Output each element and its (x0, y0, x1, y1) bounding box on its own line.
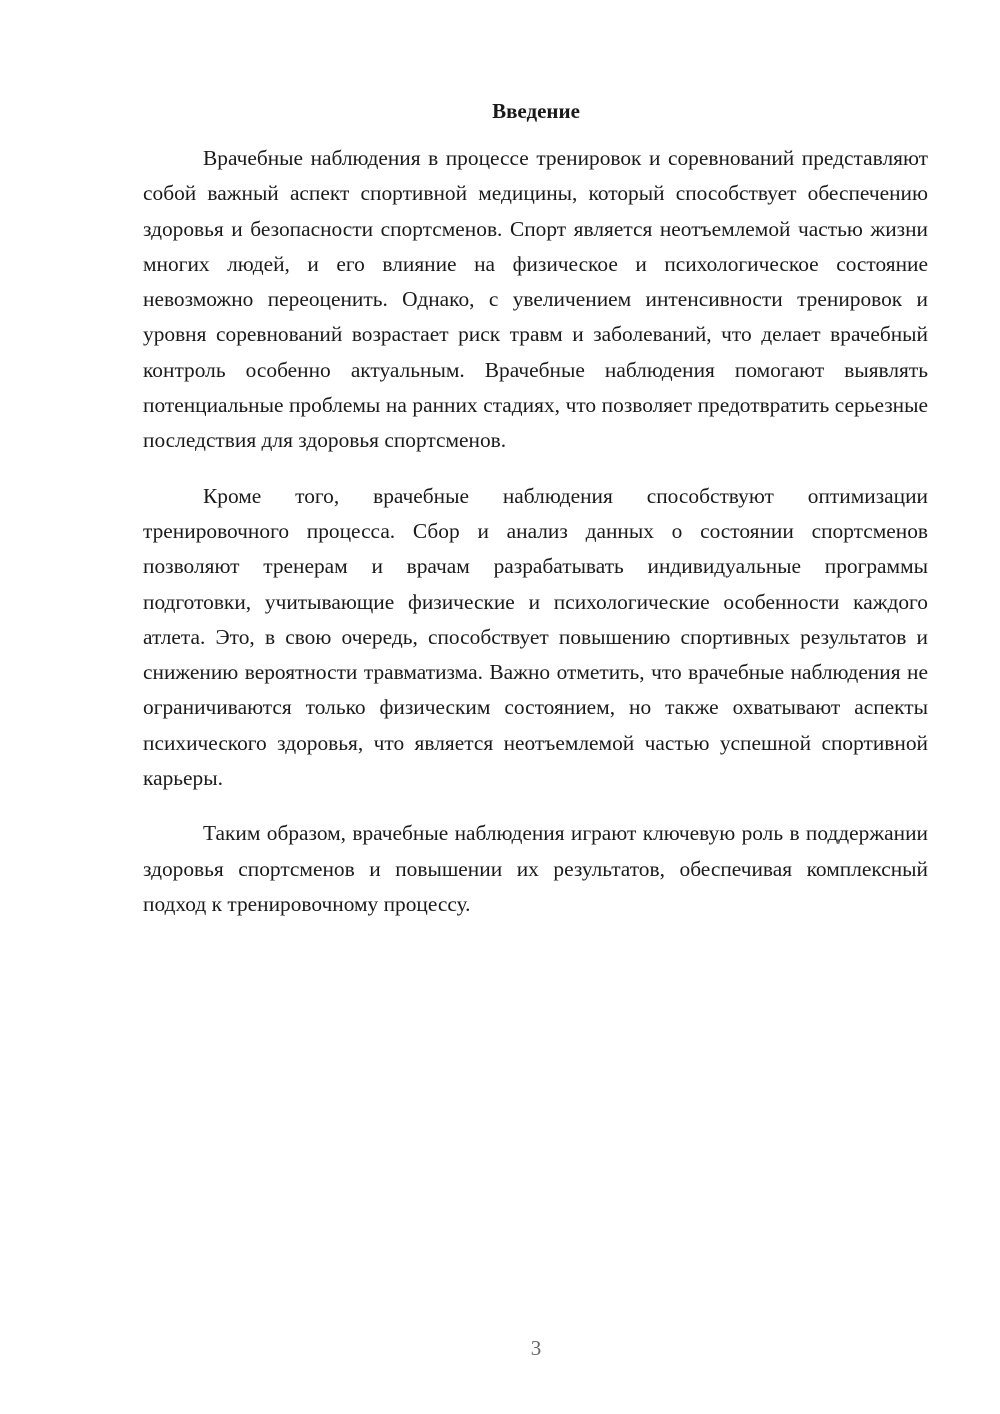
section-title: Введение (492, 99, 580, 123)
paragraph-3: Таким образом, врачебные наблюдения играют ключевую роль в поддержании здоровья спортсменов и повышении их результатов, обеспечивая комплексный подход к тренировочному процессу. (143, 821, 928, 916)
page-number: 3 (530, 1336, 542, 1360)
paragraph-1: Врачебные наблюдения в процессе тренировок и соревнований представляют собой важный аспект спортивной медицины, который способствует обеспечению здоровья и безопасности спортсменов. Спорт является неотъемлемой частью жизни многих людей, и его влияние на физическое и психологическое состояние невозможно переоценить. Однако, с увеличением интенсивности тренировок и уровня соревнований возрастает риск травм и заболеваний, что делает врачебный контроль особенно актуальным. Врачебные наблюдения помогают выявлять потенциальные проблемы на ранних стадиях, что позволяет предотвратить серьезные последствия для здоровья спортсменов. (143, 146, 928, 453)
body-text (143, 141, 928, 922)
paragraph-2: Кроме того, врачебные наблюдения способствуют оптимизации тренировочного процесса. Сбор и анализ данных о состоянии спортсменов позволяют тренерам и врачам разрабатывать индивидуальные программы подготовки, учитывающие физические и психологические особенности каждого атлета. Это, в свою очередь, способствует повышению спортивных результатов и снижению вероятности травматизма. Важно отметить, что врачебные наблюдения не ограничиваются только физическим состоянием, но также охватывают аспекты психического здоровья, что является неотъемлемой частью успешной спортивной карьеры. (143, 483, 928, 791)
